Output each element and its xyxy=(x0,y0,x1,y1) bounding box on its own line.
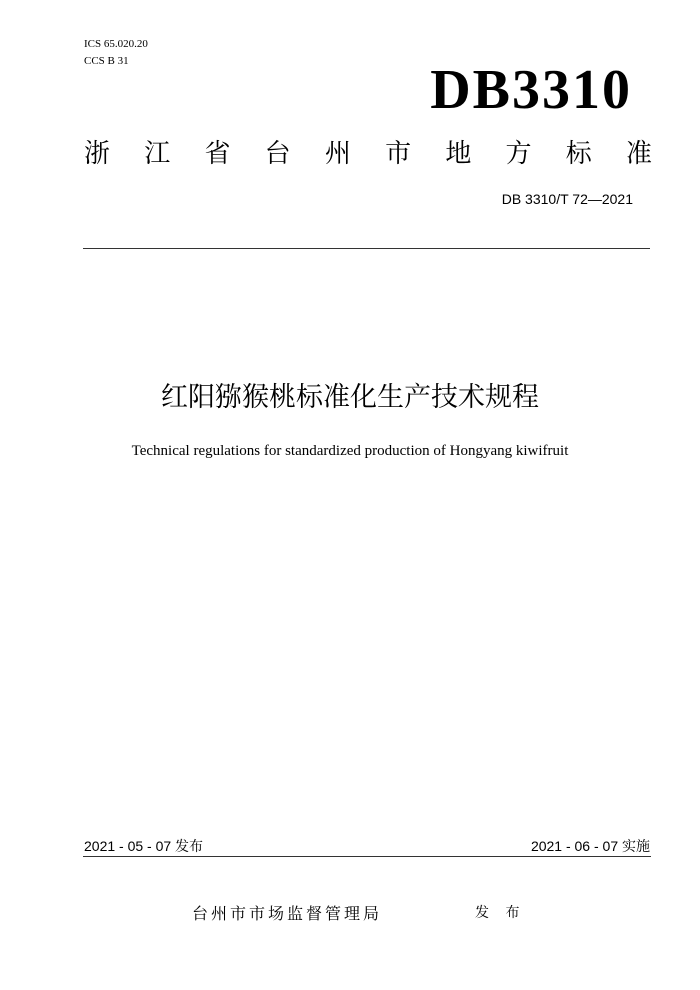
category-char: 江 xyxy=(144,139,171,169)
category-char: 准 xyxy=(625,139,652,169)
category-char: 市 xyxy=(385,139,412,169)
category-char: 省 xyxy=(204,139,231,169)
implementation-date: 2021 - 06 - 07 实施 xyxy=(530,838,650,854)
standard-number: DB 3310/T 72—2021 xyxy=(501,191,633,207)
category-char: 地 xyxy=(445,139,472,169)
publish-label: 发 布 xyxy=(475,905,526,921)
bottom-divider xyxy=(83,856,651,857)
standard-code: DB3310 xyxy=(430,59,632,121)
standard-category xyxy=(84,134,652,174)
classification-codes xyxy=(84,36,148,70)
category-char: 台 xyxy=(264,139,291,169)
issuing-authority: 台州市市场监督管理局 xyxy=(192,904,383,923)
category-char: 浙 xyxy=(84,139,111,169)
ics-code: ICS 65.020.20 xyxy=(84,38,148,50)
issue-date: 2021 - 05 - 07 发布 xyxy=(84,838,204,854)
document-title-english: Technical regulations for standardized production of Hongyang kiwifruit xyxy=(131,443,569,459)
category-char: 方 xyxy=(505,139,532,169)
category-char: 州 xyxy=(324,139,351,169)
document-title: 红阳猕猴桃标准化生产技术规程 xyxy=(161,382,539,413)
ccs-code: CCS B 31 xyxy=(84,55,129,67)
category-char: 标 xyxy=(565,139,592,169)
top-divider xyxy=(83,248,650,249)
